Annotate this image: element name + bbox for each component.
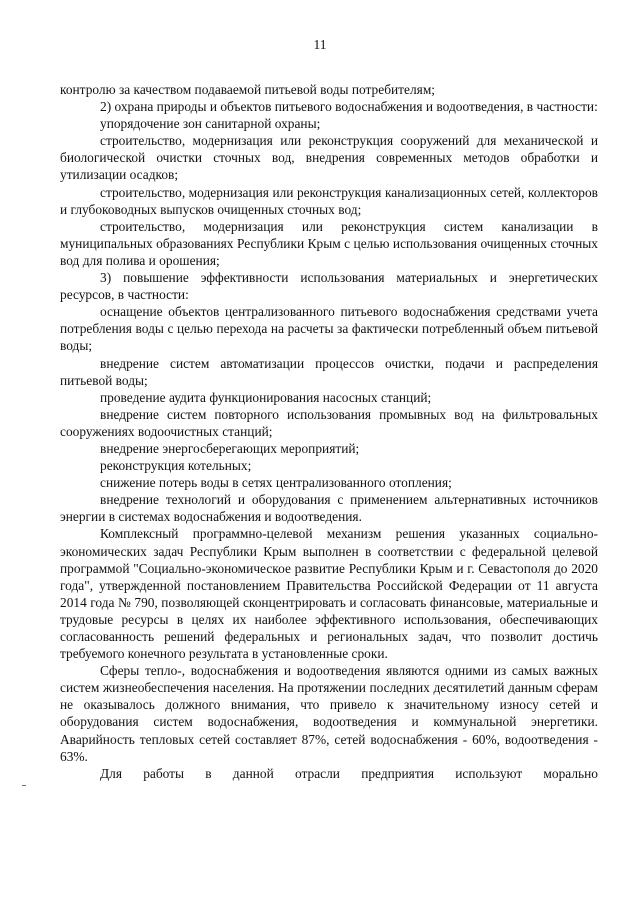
paragraph: Сферы тепло-, водоснабжения и водоотведения являются одними из самых важных систем жизнеобеспечения населения. На протяжении последних десятилетий данным сферам не оказывалось должного внимания, что привело к значительному износу сетей и оборудования систем водоснабжения, водоотведения и коммунальной энергетики. Аварийность тепловых сетей составляет 87%, сетей водоснабжения - 60%, водоотведения - 63%. xyxy=(60,663,598,764)
paragraph: упорядочение зон санитарной охраны; xyxy=(100,116,321,132)
paragraph: строительство, модернизация или реконструкция сооружений для механической и биологической очистки сточных вод, внедрения современных методов обработки и утилизации осадков; xyxy=(60,133,598,183)
paragraph: контролю за качеством подаваемой питьевой воды потребителям; xyxy=(60,82,436,97)
page-body xyxy=(60,81,598,782)
paragraph: внедрение технологий и оборудования с применением альтернативных источников энергии в системах водоснабжения и водоотведения. xyxy=(60,492,598,525)
paragraph: проведение аудита функционирования насосных станций; xyxy=(100,389,432,405)
paragraph: Комплексный программно-целевой механизм решения указанных социально-экономических задач Республики Крым выполнен в соответствии с федеральной целевой программой "Социально-экономическое развитие Республики Крым и г. Севастополя до 2020 года", утвержденной постановлением Правительства Российской Федерации от 11 августа 2014 года № 790, позволяющей сконцентрировать и согласовать финансовые, материальные и трудовые ресурсы в целях их наиболее эффективного использования, обеспечивающих согласованность решений федеральных и региональных задач, что позволит достичь требуемого конечного результата в установленные сроки. xyxy=(60,526,598,662)
paragraph: строительство, модернизация или реконструкция канализационных сетей, коллекторов и глубоководных выпусков очищенных сточных вод; xyxy=(60,184,598,217)
paragraph: строительство, модернизация или реконструкция систем канализации в муниципальных образованиях Республики Крым с целью использования очищенных сточных вод для полива и орошения; xyxy=(60,218,598,268)
margin-speck xyxy=(22,785,26,786)
paragraph: Для работы в данной отрасли предприятия используют морально xyxy=(100,765,598,781)
paragraph: внедрение энергосберегающих мероприятий; xyxy=(100,440,360,456)
paragraph: реконструкция котельных; xyxy=(100,458,252,474)
page-number: 11 xyxy=(313,37,327,52)
paragraph: снижение потерь воды в сетях централизованного отопления; xyxy=(100,475,452,491)
paragraph: внедрение систем автоматизации процессов очистки, подачи и распределения питьевой воды; xyxy=(60,355,598,388)
paragraph: 2) охрана природы и объектов питьевого водоснабжения и водоотведения, в частности: xyxy=(100,99,598,115)
paragraph: 3) повышение эффективности использования материальных и энергетических ресурсов, в частности: xyxy=(60,270,598,303)
paragraph: внедрение систем повторного использования промывных вод на фильтровальных сооружениях водоочистных станций; xyxy=(60,406,598,439)
paragraph: оснащение объектов централизованного питьевого водоснабжения средствами учета потребления воды с целью перехода на расчеты за фактически потребленный объем питьевой воды; xyxy=(60,304,598,354)
